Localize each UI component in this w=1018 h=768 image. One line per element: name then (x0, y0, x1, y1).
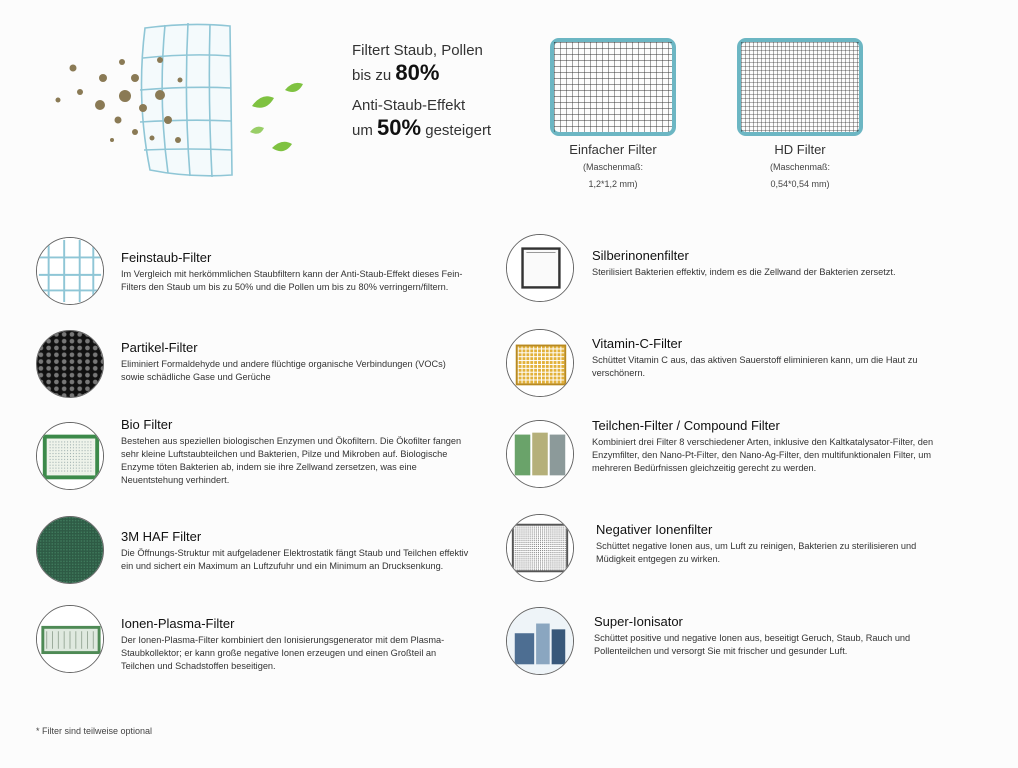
comparison-hd-filter (720, 38, 880, 191)
hd-filter-name: HD Filter (774, 142, 826, 157)
comparison-simple-filter (533, 38, 693, 191)
feature-desc-silberionen: Sterilisiert Bakterien effektiv, indem es die Zellwand der Bakterien zersetzt. (592, 267, 896, 277)
feature-desc-feinstaub: Im Vergleich mit herkömmlichen Staubfiltern kann der Anti-Staub-Effekt dieses Fein-Filters den Staub um bis zu 50% und die Pollen um bis zu 80% verringern/filtern. (121, 269, 463, 292)
hd-filter-spec-1: (Maschenmaß: (769, 162, 831, 172)
feature-title-silberionen: Silberinonenfilter (592, 248, 689, 263)
feature-title-3m-haf: 3M HAF Filter (121, 529, 202, 544)
header-claims (352, 40, 552, 142)
feature-desc-bio: Bestehen aus speziellen biologischen Enzymen und Ökofiltern. Die Ökofilter fangen sehr kleine Luftstaubteilchen und Bakterien, Pilze und Mikroben auf. Biologische Enzyme töten Bakterien ab, indem sie ihre Zellwand zersetzen, was eine Neuentstehung verhindert. (121, 436, 462, 485)
feature-title-partikel: Partikel-Filter (121, 340, 198, 355)
silver-ion-filter-icon (506, 234, 574, 302)
simple-filter-name: Einfacher Filter (569, 142, 657, 157)
compound-filter-icon (506, 420, 574, 488)
feature-desc-negativer-ionen: Schüttet negative Ionen aus, um Luft zu reinigen, Bakterien zu sterilisieren und Müdigkeit entgegen zu wirken. (596, 541, 917, 564)
hd-filter-spec-2: 0,54*0,54 mm) (770, 179, 830, 189)
feature-title-negativer-ionen: Negativer Ionenfilter (596, 522, 713, 537)
feature-desc-ionen-plasma: Der Ionen-Plasma-Filter kombiniert den Ionisierungsgenerator mit dem Plasma-Staubkollektor; er kann große negative Ionen erzeugen und einen Großteil an Teilchen und Schadstoffen beseitigen. (121, 635, 445, 671)
simple-filter-image (550, 38, 676, 136)
feature-desc-partikel: Eliminiert Formaldehyde und andere flüchtige organische Verbindungen (VOCs) sowie schädliche Gase und Gerüche (121, 359, 446, 382)
feature-title-super-ionisator: Super-Ionisator (594, 614, 683, 629)
feature-desc-super-ionisator: Schüttet positive und negative Ionen aus, beseitigt Geruch, Staub, Rauch und Pollenteilchen und versorgt Sie mit frischer und gesunder Luft. (594, 633, 911, 656)
particle-filter-icon (36, 330, 104, 398)
hero-filter-illustration (40, 20, 320, 185)
simple-filter-spec-1: (Maschenmaß: (582, 162, 644, 172)
fine-dust-filter-icon (36, 237, 104, 305)
claim1-line2: bis zu 80% (352, 60, 440, 85)
feature-title-feinstaub: Feinstaub-Filter (121, 250, 212, 265)
ion-plasma-filter-icon (36, 605, 104, 673)
claim2-line2: um 50% gesteigert (352, 115, 492, 140)
3m-haf-filter-icon (36, 516, 104, 584)
footnote: * Filter sind teilweise optional (36, 726, 153, 736)
claim2-value: 50% (377, 115, 422, 140)
claim1-line1: Filtert Staub, Pollen (352, 42, 483, 59)
feature-desc-compound: Kombiniert drei Filter 8 verschiedener Arten, inklusive den Kaltkatalysator-Filter, den Enzymfilter, den Nano-Pt-Filter, den Nano-Ag-Filter, den multifunktionalen Filter, um mehreren Bedürfnissen gleichzeitig gerecht zu werden. (592, 437, 934, 473)
claim2-line1: Anti-Staub-Effekt (352, 97, 466, 114)
hd-filter-image (737, 38, 863, 136)
feature-title-bio: Bio Filter (121, 417, 173, 432)
simple-filter-spec-2: 1,2*1,2 mm) (588, 179, 638, 189)
feature-title-vitamin-c: Vitamin-C-Filter (592, 336, 683, 351)
negative-ion-filter-icon (506, 514, 574, 582)
vitamin-c-filter-icon (506, 329, 574, 397)
feature-title-compound: Teilchen-Filter / Compound Filter (592, 418, 780, 433)
super-ionizer-icon (506, 607, 574, 675)
feature-title-ionen-plasma: Ionen-Plasma-Filter (121, 616, 235, 631)
claim1-value: 80% (395, 60, 440, 85)
bio-filter-icon (36, 422, 104, 490)
feature-desc-3m-haf: Die Öffnungs-Struktur mit aufgeladener Elektrostatik fängt Staub und Teilchen effektiv ein und sichert ein Maximum an Luftzufuhr und ein Minimum an Drucksenkung. (121, 548, 469, 571)
feature-desc-vitamin-c: Schüttet Vitamin C aus, das aktiven Sauerstoff eliminieren kann, um die Haut zu verschönern. (592, 355, 918, 378)
